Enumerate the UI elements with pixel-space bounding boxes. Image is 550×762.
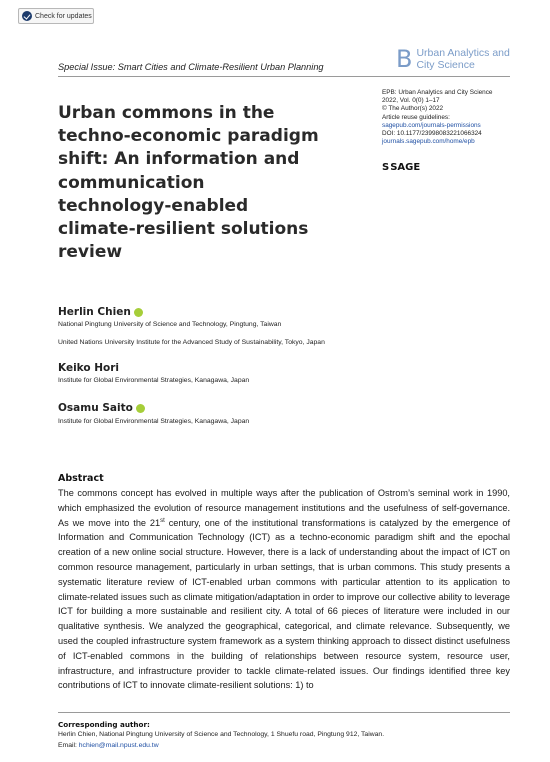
corresponding-author-address: Herlin Chien, National Pingtung University of Science and Technology, 1 Shuefu road, Pingtung 912, Taiwan.: [58, 731, 385, 738]
author-affiliation: Institute for Global Environmental Strategies, Kanagawa, Japan: [58, 377, 250, 384]
email-link[interactable]: hchien@mail.npust.edu.tw: [78, 742, 159, 749]
check-for-updates-label: Check for updates: [35, 12, 92, 20]
author-name: Keiko Hori: [58, 362, 120, 374]
author-affiliation: Institute for Global Environmental Strategies, Kanagawa, Japan: [58, 418, 250, 425]
journal-name: Urban Analytics and City Science: [416, 47, 510, 71]
journal-brand: [396, 45, 510, 73]
author-name: Osamu Saito: [58, 402, 145, 414]
meta-volume: 2022, Vol. 0(0) 1–17: [382, 97, 440, 105]
corresponding-author-email: Email: hchien@mail.npust.edu.tw: [58, 742, 159, 749]
publisher-name: SAGE: [390, 162, 421, 173]
abstract-text: The commons concept has evolved in multiple ways after the publication of Ostrom’s seminal work in 1990, which emphasized the evolution of resource management institutions and the usefulness of self-governance. As we move into the 21st century, one of the institutional transformations is catalyzed by the emergence of Information and Communication Technology (ICT) as a techno-economic paradigm shift and the epochal creation of a new online social structure. However, there is a lack of understanding about the impact of ICT on common resource management, particularly in urban settings, that is urban commons. This study presents a systematic literature review of ICT-enabled urban commons with particular attention to its application to climate-related issues such as climate mitigation/adaptation in order to improve our collective ability to leverage ICT for building a more sustainable and resilient city. A total of 66 pieces of literature were included in our qualitative synthesis. We analyzed the geographical, categorical, and climate relevance. Subsequently, we used the coupled infrastructure system framework as a system thinking approach to dissect distinct usefulness of ICT-enabled commons in the building of relationships between resource system, resource user, infrastructure, and infrastructure provider to tackle climate-related issues. Our findings identified three key contributions of ICT to innovate climate-resilient solutions: 1) to: [58, 488, 511, 691]
orcid-icon[interactable]: [136, 404, 145, 413]
author-affiliation: United Nations University Institute for the Advanced Study of Sustainability, Tokyo, Japan: [58, 339, 325, 346]
permissions-link[interactable]: sagepub.com/journals-permissions: [382, 121, 481, 129]
abstract-heading: Abstract: [58, 473, 104, 484]
meta-reuse-label: Article reuse guidelines:: [382, 113, 450, 121]
footer-divider: [58, 712, 510, 713]
author-name: Herlin Chien: [58, 306, 143, 318]
journal-logo-icon: B: [396, 45, 413, 73]
sage-logo-icon: S: [382, 162, 390, 173]
sage-logo: [382, 162, 420, 173]
meta-copyright: © The Author(s) 2022: [382, 105, 444, 113]
meta-doi[interactable]: DOI: 10.1177/23998083221066324: [382, 130, 482, 138]
article-metadata: [382, 89, 492, 146]
article-title: Urban commons in the techno-economic paradigm shift: An information and communication technology-enabled climate-resilient solutions review: [58, 103, 319, 263]
journal-homepage-link[interactable]: journals.sagepub.com/home/epb: [382, 138, 475, 146]
check-for-updates-button[interactable]: [18, 8, 94, 24]
header-divider: [58, 76, 510, 77]
orcid-icon[interactable]: [134, 308, 143, 317]
author-affiliation: National Pingtung University of Science and Technology, Pingtung, Taiwan: [58, 321, 282, 328]
special-issue-label: Special Issue: Smart Cities and Climate-Resilient Urban Planning: [58, 62, 324, 72]
check-circle-icon: [22, 11, 32, 21]
meta-journal: EPB: Urban Analytics and City Science: [382, 89, 493, 96]
corresponding-author-heading: Corresponding author:: [58, 720, 150, 729]
